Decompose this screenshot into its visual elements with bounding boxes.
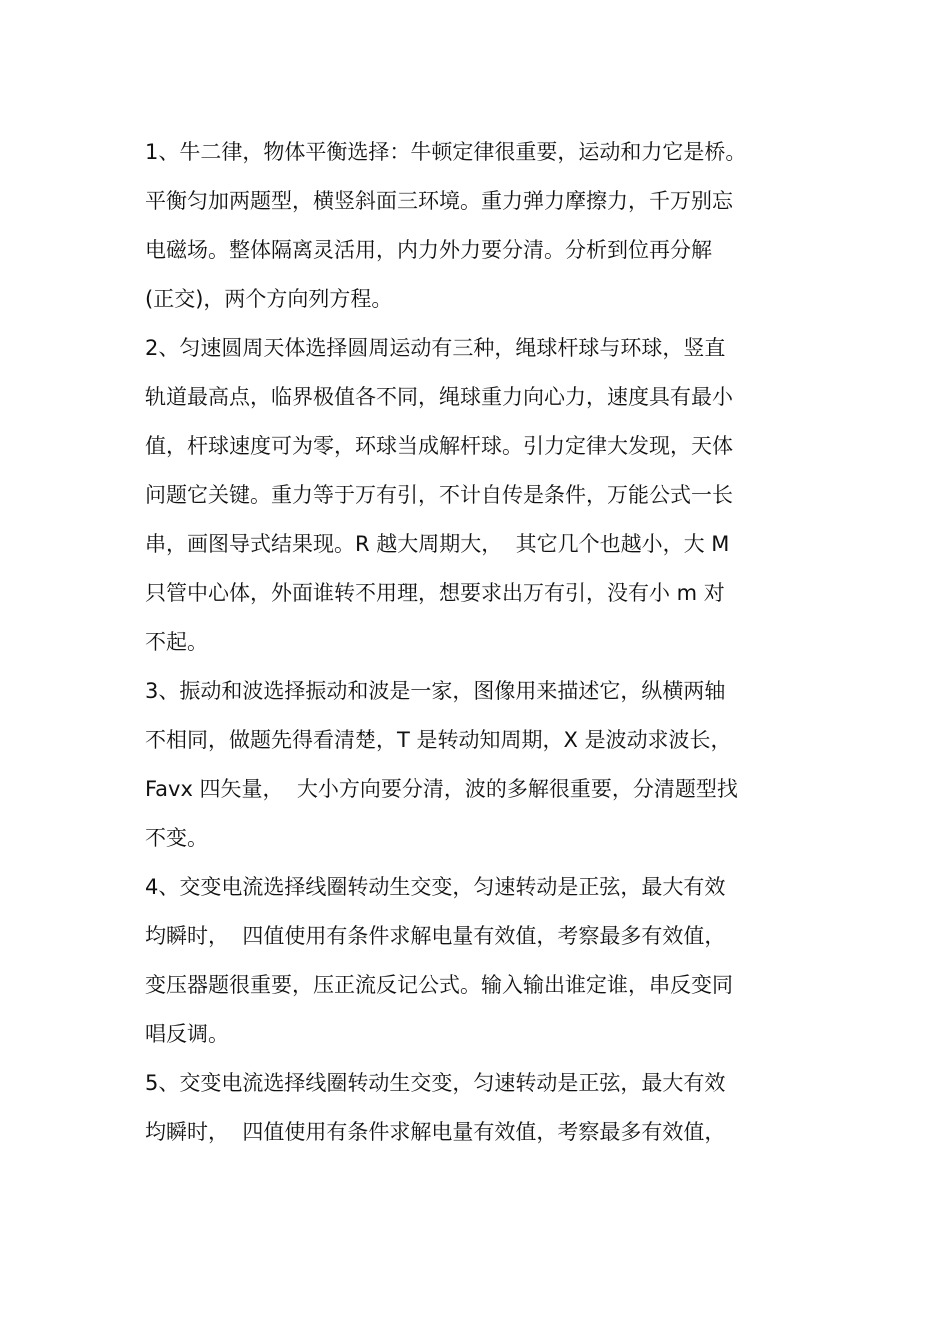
- text-line: 均瞬时， 四值使用有条件求解电量有效值，考察最多有效值，: [145, 1120, 726, 1144]
- text-line: Favx 四矢量， 大小方向要分清，波的多解很重要，分清题型找: [145, 777, 738, 801]
- document-body: [145, 128, 805, 1157]
- text-line: 串，画图导式结果现。R 越大周期大， 其它几个也越小，大 M: [145, 532, 730, 556]
- text-line: 1、牛二律，物体平衡选择：牛顿定律很重要，运动和力它是桥。: [145, 140, 747, 164]
- text-line: 电磁场。整体隔离灵活用，内力外力要分清。分析到位再分解: [145, 238, 712, 262]
- text-line: 均瞬时， 四值使用有条件求解电量有效值，考察最多有效值，: [145, 924, 726, 948]
- text-line: 不相同，做题先得看清楚，T 是转动知周期，X 是波动求波长，: [145, 728, 732, 752]
- text-line: 4、交变电流选择线圈转动生交变，匀速转动是正弦，最大有效: [145, 875, 726, 899]
- text-line: 5、交变电流选择线圈转动生交变，匀速转动是正弦，最大有效: [145, 1071, 726, 1095]
- text-line: 平衡匀加两题型，横竖斜面三环境。重力弹力摩擦力，千万别忘: [145, 189, 733, 213]
- text-line: 2、匀速圆周天体选择圆周运动有三种，绳球杆球与环球，竖直: [145, 336, 726, 360]
- text-line: 只管中心体，外面谁转不用理，想要求出万有引，没有小 m 对: [145, 581, 725, 605]
- text-line: 唱反调。: [145, 1022, 229, 1046]
- text-line: 轨道最高点，临界极值各不同，绳球重力向心力，速度具有最小: [145, 385, 733, 409]
- text-line: 3、振动和波选择振动和波是一家，图像用来描述它，纵横两轴: [145, 679, 726, 703]
- text-line: 问题它关键。重力等于万有引，不计自传是条件，万能公式一长: [145, 483, 733, 507]
- text-line: 不变。: [145, 826, 208, 850]
- text-line: 值，杆球速度可为零，环球当成解杆球。引力定律大发现，天体: [145, 434, 733, 458]
- text-line: 不起。: [145, 630, 208, 654]
- text-line: 变压器题很重要，压正流反记公式。输入输出谁定谁，串反变同: [145, 973, 733, 997]
- text-line: (正交)，两个方向列方程。: [145, 287, 393, 311]
